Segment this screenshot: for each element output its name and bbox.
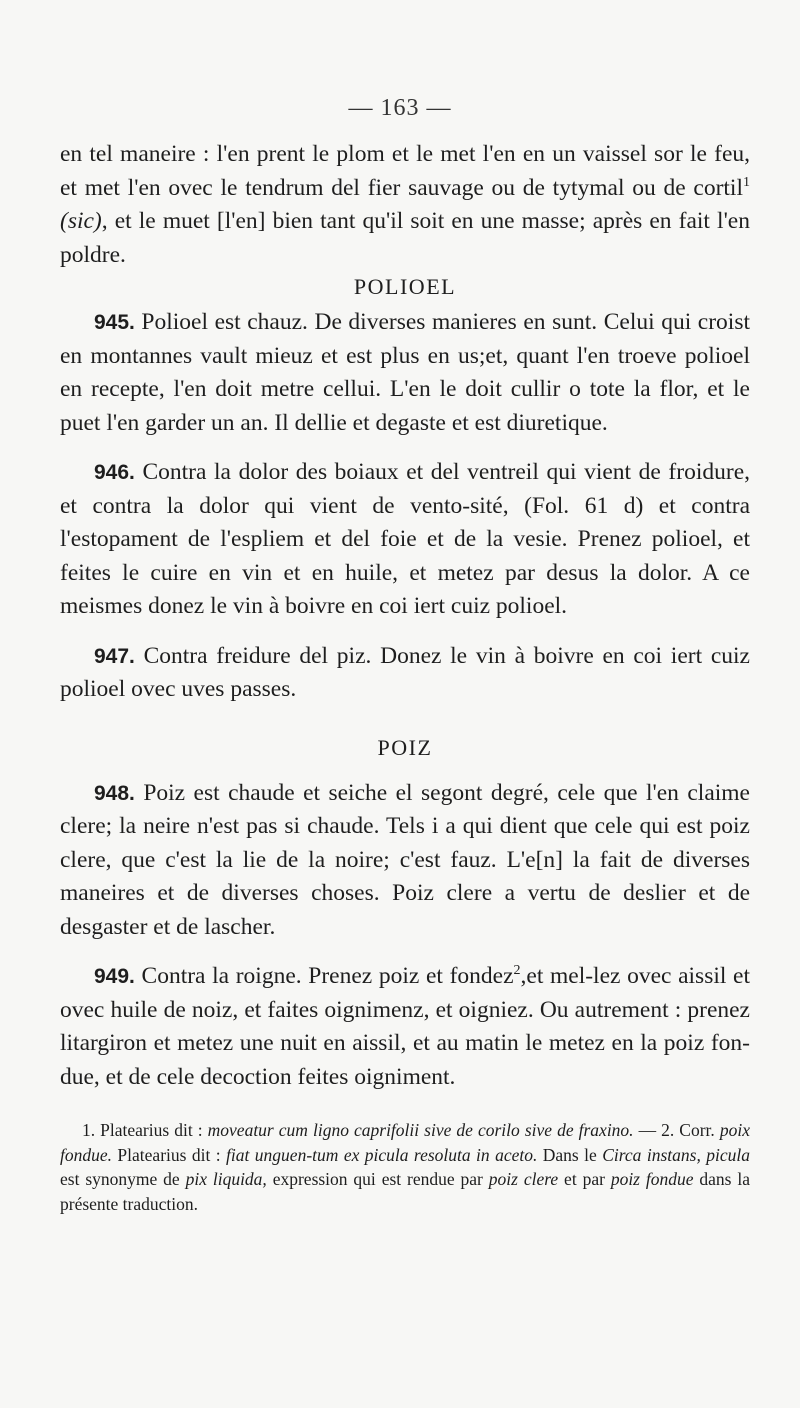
entry-number: 948. [94,781,135,805]
entry-number: 949. [94,965,135,988]
footnote-1-quote: moveatur cum ligno caprifolii sive de corilo sive de fraxino. [207,1120,634,1140]
entry-number: 946. [94,461,135,484]
footnote-ref-2: 2 [513,963,521,979]
page-number: — 163 — [348,95,452,121]
entry-946 [60,456,750,624]
entry-949 [60,960,750,1094]
footnote-2-text: Platearius dit : [112,1144,227,1165]
intro-paragraph [60,138,750,272]
entry-text: Contra freidure del piz. Donez le vin à boivre en coi iert cuiz polioel ovec uves passes. [60,642,750,702]
footnote-2-label: — 2. Corr. [633,1120,720,1140]
footnote-1-label: 1. Platearius dit : [82,1120,208,1140]
intro-text-part1: en tel maneire : l'en prent le plom et le met l'en en un vaissel sor le feu, et met l'en ovec le tendrum del fier sauvage ou de tytymal ou de cortil [60,141,750,201]
footnote-2-source: Circa instans, picula [602,1144,750,1165]
footnote-2-text: Dans le [537,1144,603,1165]
footnote-2-text: dans la présente traduction. [60,1169,751,1214]
entry-948 [60,777,750,945]
intro-text-part2: , et le muet [l'en] bien tant qu'il soit en une masse; après en fait l'en poldre. [60,208,750,268]
entry-text: Poiz est chaude et seiche el segont degré, cele que l'en claime clere; la neire n'est pas si chaude. Tels i a qui dient que cele qui est poiz clere, que c'est la lie de la noire; c'est fauz. L'e[n] la fait de diverses maneires et de diverses choses. Poiz clere a vertu de deslier et de desgaster et de lascher. [60,779,750,940]
sic-annotation: (sic) [60,208,102,234]
footnote-2-term: poiz fondue [610,1169,694,1189]
entry-text: Polioel est chauz. De diverses manieres en sunt. Celui qui croist en montannes vault mieuz et est plus en us;et, quant l'en troeve polioel en recepte, l'en doit metre cellui. L'en le doit cullir o tote la flor, et le puet l'en garder un an. Il dellie et degaste et est diuretique. [60,309,750,436]
entry-number: 945. [94,311,135,334]
footnote-2-quote: fiat unguen-tum ex picula resoluta in aceto. [226,1144,538,1165]
footnote-2-text: est synonyme de [60,1169,186,1189]
entry-text: Contra la dolor des boiaux et del ventreil qui vient de froidure, et contra la dolor qui vient de vento-sité, (Fol. 61 d) et contra l'estopament de l'espliem et del foie et de la vesie. Prenez polioel, et feites le cuire en vin et en huile, et metez par desus la dolor. A ce meismes donez le vin à boivre en coi iert cuiz polioel. [60,459,750,619]
entry-945 [60,306,750,440]
page-body [60,138,750,1216]
footnotes [60,1118,750,1216]
entry-947 [60,640,750,707]
entry-number: 947. [94,644,135,668]
section-heading-polioel: POLIOEL [353,274,457,299]
footnote-2-correction: poix fondue. [60,1120,750,1165]
footnote-2-term: poiz clere [488,1169,559,1189]
footnote-2-term: pix liquida, [185,1169,267,1189]
entry-text-a: Contra la roigne. Prenez poiz et fondez [134,963,514,989]
footnote-2-text: expression qui est rendue par [266,1169,489,1189]
section-heading-poiz: POIZ [377,734,433,760]
entry-text-b: ,et mel-lez ovec aissil et ovec huile de noiz, et faites oignimenz, et oigniez. Ou autrement : prenez litargiron et metez une nuit en aissil, et au matin le metez en la poiz fon-due, et de cele decoction feites oigniment. [60,963,751,1090]
footnote-ref-1: 1 [743,174,750,190]
footnote-2-text: et par [558,1169,611,1189]
